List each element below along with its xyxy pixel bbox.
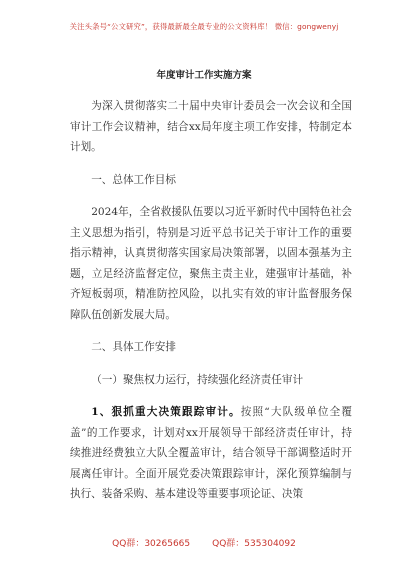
subsection1-heading: （一）聚焦权力运行，持续强化经济责任审计: [91, 373, 304, 386]
item1-lead: 1、狠抓重大决策跟踪审计。: [91, 406, 241, 418]
section2-heading: 二、具体工作安排: [91, 341, 176, 353]
item1-paragraph: [70, 402, 352, 505]
footer: [0, 536, 408, 549]
section1-paragraph: 2024年，全省救援队伍要以习近平新时代中国特色社会主义思想为指引，特别是习近平总书记关于审计工作的重要指示精神，认真贯彻落实国家局决策部署，以固本强基为主题，立足经济监督定位，聚焦主责主业，建强审计基础，补齐短板弱项，精准防控风险，以扎实有效的审计监督服务保障队伍创新发展大局。: [70, 206, 352, 321]
item1-body: 按照“大队级单位全覆盖”的工作要求，计划对xx开展领导干部经济责任审计，持续推进经费独立大队全覆盖审计，结合领导干部调整适时开展离任审计。全面开展党委决策跟踪审计，深化预算编制与执行、装备采购、基本建设等重要事项论证、决策: [70, 406, 352, 500]
document-body: [70, 96, 352, 505]
section1-heading: 一、总体工作目标: [91, 173, 176, 186]
header-banner: 关注头条号“公文研究”，获得最新最全最专业的公文资料库！ 微信：gongwenyj: [69, 22, 339, 31]
footer-qq-group-2: QQ群：535304092: [212, 539, 296, 549]
intro-paragraph: 为深入贯彻落实二十届中央审计委员会一次会议和全国审计工作会议精神，结合xx局年度主项工作安排，特制定本计划。: [70, 100, 352, 153]
document-title: 年度审计工作实施方案: [156, 70, 252, 81]
footer-qq-group-1: QQ群：30265665: [112, 539, 191, 549]
